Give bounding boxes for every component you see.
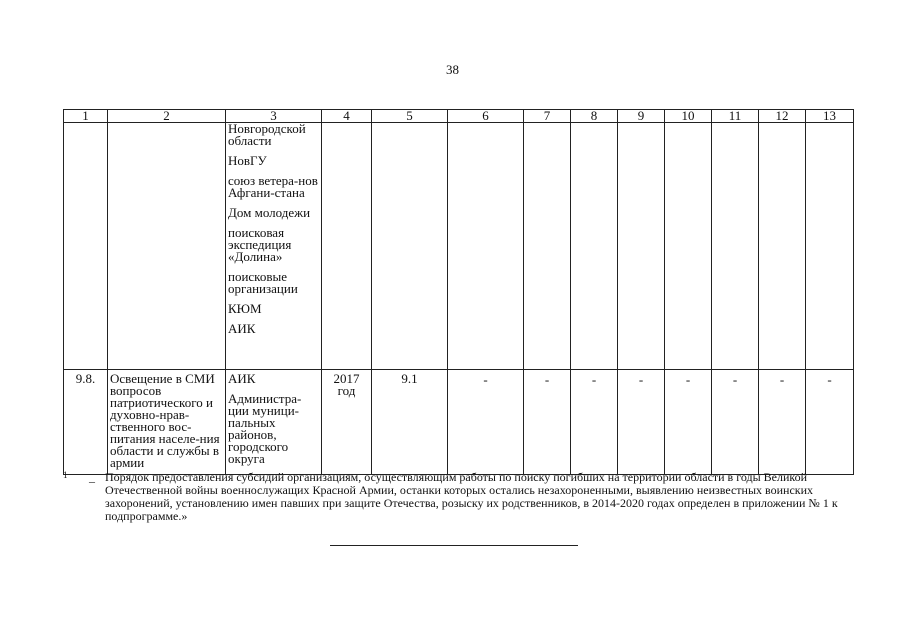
table-cell (806, 123, 854, 370)
executor-item: Администра-ции муници-пальных районов, городского округа (228, 391, 302, 466)
column-header: 6 (448, 110, 524, 123)
table-cell (665, 123, 712, 370)
executors-cell (226, 123, 322, 370)
value-cell: - (524, 370, 571, 475)
year-cell: 2017 год (322, 370, 372, 475)
table-row (64, 370, 854, 475)
table-cell (712, 123, 759, 370)
column-header: 2 (108, 110, 226, 123)
executors-cell (226, 370, 322, 475)
column-header: 11 (712, 110, 759, 123)
footnote-dash: – (89, 474, 95, 488)
value-cell: - (571, 370, 618, 475)
header-row (64, 110, 854, 123)
table-row (64, 123, 854, 370)
value-cell: - (665, 370, 712, 475)
target-cell: 9.1 (372, 370, 448, 475)
column-header: 10 (665, 110, 712, 123)
table-cell (372, 123, 448, 370)
executor-item: НовГУ (228, 153, 267, 168)
executor-item: КЮМ (228, 301, 262, 316)
executor-item: поисковая экспедиция «Долина» (228, 225, 292, 264)
executor-item: АИК (228, 371, 256, 386)
page-number: 38 (446, 62, 459, 77)
executor-item: поисковые организации (228, 269, 298, 296)
executor-item: АИК (228, 321, 256, 336)
value-cell: - (759, 370, 806, 475)
column-header: 12 (759, 110, 806, 123)
column-header: 5 (372, 110, 448, 123)
column-header: 4 (322, 110, 372, 123)
table-cell (759, 123, 806, 370)
column-header: 7 (524, 110, 571, 123)
executor-item: Новгородской области (228, 121, 306, 148)
table-cell (108, 123, 226, 370)
table-cell (618, 123, 665, 370)
table-cell (448, 123, 524, 370)
table-cell (64, 123, 108, 370)
value-cell: - (806, 370, 854, 475)
table-cell (322, 123, 372, 370)
table-cell (571, 123, 618, 370)
table-cell (524, 123, 571, 370)
footnote (63, 471, 863, 523)
activity-name: Освещение в СМИ вопросов патриотического и духовно-нрав-ственного вос-питания населе-ния области и службы в армии (108, 370, 226, 475)
executor-item: союз ветера-нов Афгани-стана (228, 173, 318, 200)
footnote-marker: 1 (63, 470, 68, 480)
value-cell: - (618, 370, 665, 475)
column-header: 3 (226, 110, 322, 123)
column-header: 9 (618, 110, 665, 123)
column-header: 13 (806, 110, 854, 123)
footnote-text: Порядок предоставления субсидий организациям, осуществляющим работы по поиску погибших на территории области в годы Великой Отечественной войны военнослужащих Красной Армии, останки которых остались незахороненными, выявлению неизвестных воинских захоронений, установлению имен павших при защите Отечества, розыску их родственников, в 2014-2020 годах определен в приложении № 1 к подпрограмме.» (105, 470, 838, 523)
data-table (63, 109, 854, 475)
column-header: 8 (571, 110, 618, 123)
executor-item: Дом молодежи (228, 205, 311, 220)
separator-line (330, 545, 578, 546)
row-number: 9.8. (64, 370, 108, 475)
value-cell: - (712, 370, 759, 475)
column-header: 1 (64, 110, 108, 123)
value-cell: - (448, 370, 524, 475)
